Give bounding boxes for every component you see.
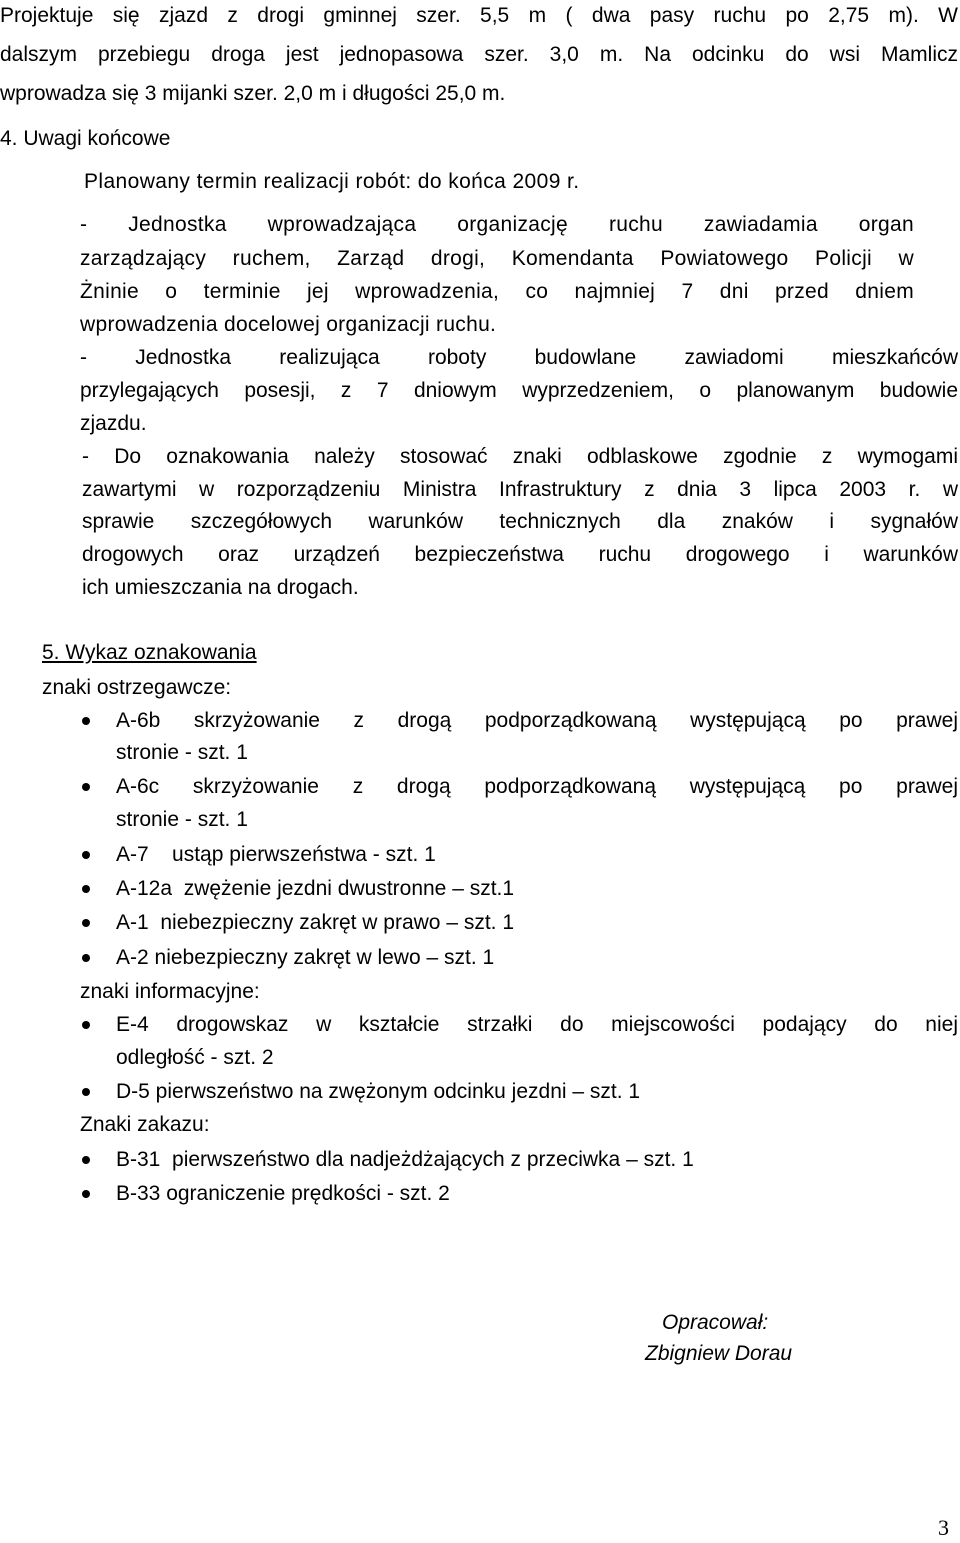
para3-line-5: ich umieszczania na drogach.	[82, 576, 359, 599]
intro-line-3: wprowadza się 3 mijanki szer. 2,0 m i długości 25,0 m.	[0, 82, 506, 105]
section-4-heading-text: 4. Uwagi końcowe	[0, 127, 171, 150]
info-item-e4-line-1: E-4 drogowskaz w kształcie strzałki do miejscowości podający do niej	[116, 1013, 958, 1036]
para2-line-3: zjazdu.	[80, 412, 147, 435]
info-item-e4-line-2: odległość - szt. 2	[116, 1046, 274, 1069]
signature-label: Opracował:	[662, 1311, 769, 1334]
bullet-icon	[82, 1156, 90, 1164]
warning-item-a6c-line-2: stronie - szt. 1	[116, 808, 248, 831]
bullet-icon	[82, 919, 90, 927]
signature-name: Zbigniew Dorau	[645, 1342, 793, 1365]
para3-line-2: zawartymi w rozporządzeniu Ministra Infrastruktury z dnia 3 lipca 2003 r. w	[82, 478, 958, 501]
para1-line-3: Żninie o terminie jej wprowadzenia, co najmniej 7 dni przed dniem	[80, 280, 914, 303]
intro-line-2: dalszym przebiegu droga jest jednopasowa szer. 3,0 m. Na odcinku do wsi Mamlicz	[0, 43, 958, 66]
bullet-icon	[82, 885, 90, 893]
info-signs-label: znaki informacyjne:	[80, 980, 260, 1003]
planned-term: Planowany termin realizacji robót: do końca 2009 r.	[84, 170, 580, 193]
warning-item-a7: A-7 ustąp pierwszeństwa - szt. 1	[116, 843, 436, 866]
para2-line-2: przylegających posesji, z 7 dniowym wyprzedzeniem, o planowanym budowie	[80, 379, 958, 402]
warning-signs-label: znaki ostrzegawcze:	[42, 676, 232, 699]
para3-line-3: sprawie szczegółowych warunków technicznych dla znaków i sygnałów	[82, 510, 958, 533]
bullet-icon	[82, 783, 90, 791]
bullet-icon	[82, 1021, 90, 1029]
info-item-d5: D-5 pierwszeństwo na zwężonym odcinku jezdni – szt. 1	[116, 1080, 641, 1103]
para1-line-2: zarządzający ruchem, Zarząd drogi, Komendanta Powiatowego Policji w	[80, 247, 914, 270]
prohibition-item-b33: B-33 ograniczenie prędkości - szt. 2	[116, 1182, 450, 1205]
para1-line-4: wprowadzenia docelowej organizacji ruchu.	[80, 313, 497, 336]
para3-line-4: drogowych oraz urządzeń bezpieczeństwa ruchu drogowego i warunków	[82, 543, 958, 566]
bullet-icon	[82, 1088, 90, 1096]
section-4-heading	[0, 123, 170, 155]
warning-item-a1: A-1 niebezpieczny zakręt w prawo – szt. 1	[116, 911, 515, 934]
warning-item-a12a: A-12a zwężenie jezdni dwustronne – szt.1	[116, 877, 515, 900]
para1-line-1: - Jednostka wprowadzająca organizację ruchu zawiadamia organ	[80, 213, 914, 236]
warning-item-a6b-line-2: stronie - szt. 1	[116, 741, 248, 764]
section-5-heading-text: 5. Wykaz oznakowania	[42, 641, 257, 664]
para2-line-1: - Jednostka realizująca roboty budowlane zawiadomi mieszkańców	[80, 346, 958, 369]
prohibition-signs-label: Znaki zakazu:	[80, 1113, 210, 1136]
bullet-icon	[82, 954, 90, 962]
bullet-icon	[82, 717, 90, 725]
warning-item-a6b-line-1: A-6b skrzyżowanie z drogą podporządkowaną występującą po prawej	[116, 709, 958, 732]
warning-item-a6c-line-1: A-6c skrzyżowanie z drogą podporządkowaną występującą po prawej	[116, 775, 958, 798]
para3-line-1: - Do oznakowania należy stosować znaki odblaskowe zgodnie z wymogami	[82, 445, 958, 468]
bullet-icon	[82, 851, 90, 859]
prohibition-item-b31: B-31 pierwszeństwo dla nadjeżdżających z przeciwka – szt. 1	[116, 1148, 694, 1171]
section-5-heading	[42, 637, 257, 669]
intro-line-1: Projektuje się zjazd z drogi gminnej szer. 5,5 m ( dwa pasy ruchu po 2,75 m). W	[0, 4, 958, 27]
page-number: 3	[938, 1515, 949, 1540]
warning-item-a2: A-2 niebezpieczny zakręt w lewo – szt. 1	[116, 946, 495, 969]
bullet-icon	[82, 1190, 90, 1198]
